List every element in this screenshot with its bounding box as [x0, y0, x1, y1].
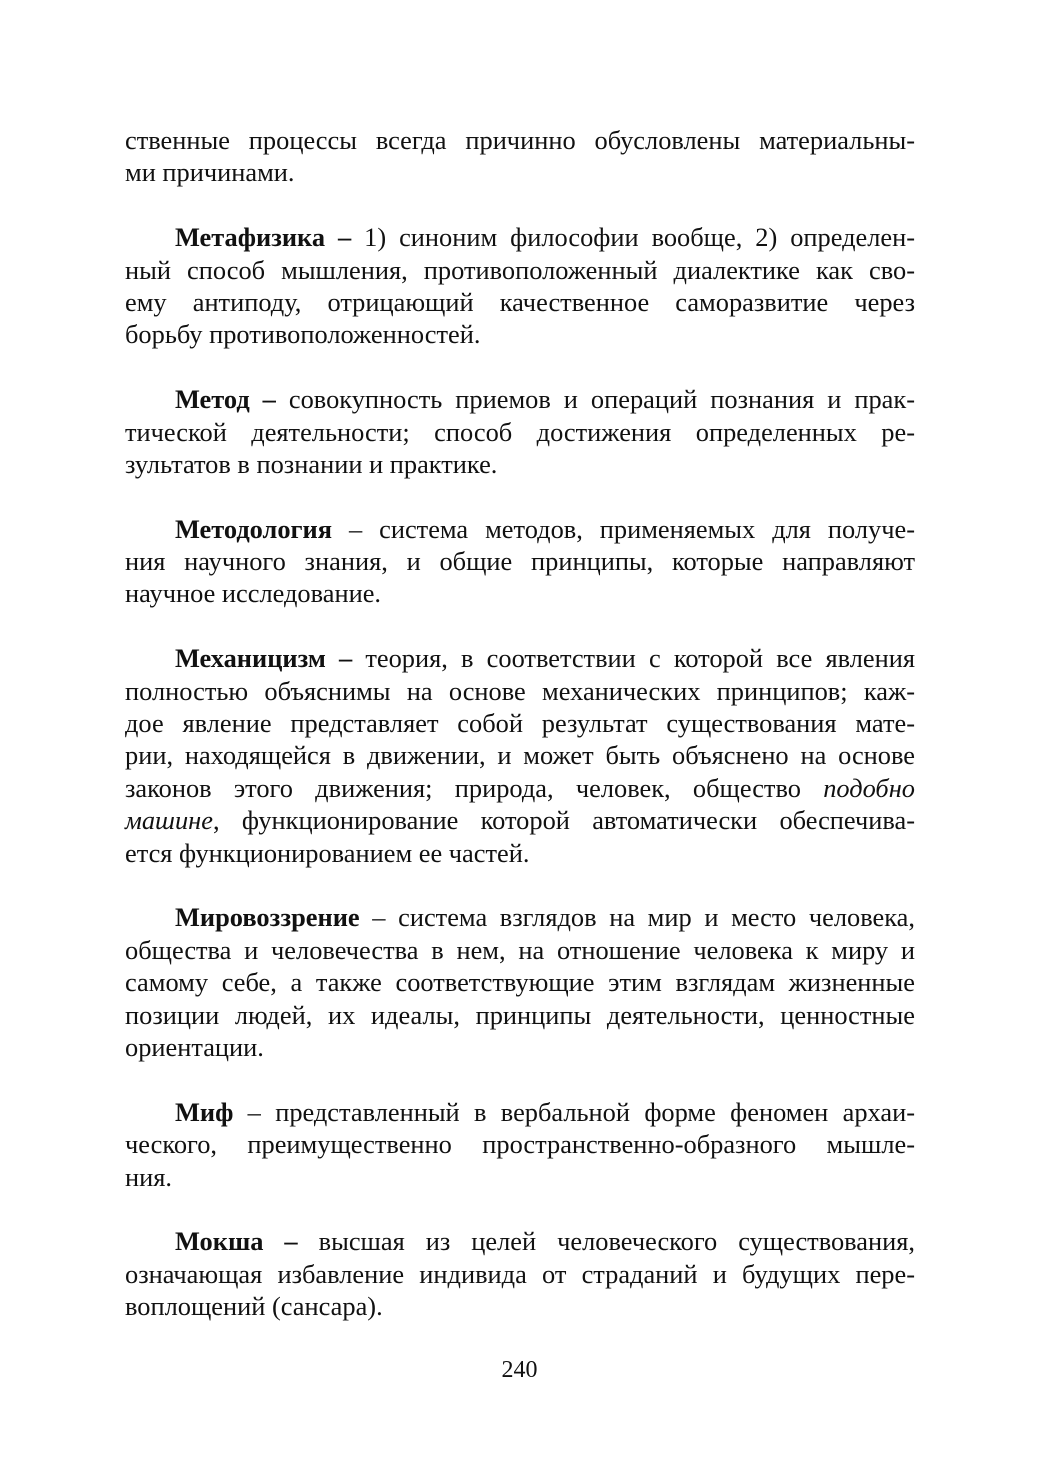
text-line	[125, 513, 915, 545]
text-line: тической деятельности; способ достижения определенных ре-	[125, 416, 915, 447]
entry-metafizika	[125, 221, 915, 351]
text-line: рии, находящейся в движении, и может быть объяснено на основе	[125, 740, 915, 771]
text-line: научное исследование.	[125, 578, 382, 609]
text-line: ориентации.	[125, 1031, 264, 1062]
text-line: ственные процессы всегда причинно обусловлены материальны-	[125, 125, 915, 155]
text-line: ния научного знания, и общие принципы, которые направляют	[125, 546, 915, 577]
entry-text: теория, в соответствии с которой все явления	[352, 643, 915, 674]
text-line: ми причинами.	[125, 157, 295, 188]
text-line	[125, 1225, 915, 1257]
paragraph-intro	[125, 124, 915, 189]
entry-term: Миф	[175, 1096, 234, 1127]
entry-term: Мировоззрение	[175, 902, 360, 933]
text-line: общества и человечества в нем, на отношение человека к миру и	[125, 934, 915, 965]
text-line: воплощений (сансара).	[125, 1291, 383, 1322]
entry-text: – представленный в вербальной форме феномен архаи-	[233, 1096, 915, 1127]
text-line: полностью объяснимы на основе механических принципов; каж-	[125, 675, 915, 706]
text-line: ется функционированием ее частей.	[125, 837, 530, 868]
entry-text: – система методов, применяемых для получе-	[332, 513, 915, 544]
entry-metodologiya	[125, 513, 915, 610]
text-line	[125, 1096, 915, 1128]
entry-text: совокупность приемов и операций познания и прак-	[275, 384, 915, 415]
text-line: ный способ мышления, противоположенный диалектике как сво-	[125, 254, 915, 285]
text-line: позиции людей, их идеалы, принципы деятельности, ценностные	[125, 999, 915, 1030]
text-line: дое явление представляет собой результат существования мате-	[125, 708, 915, 739]
text-line: ния.	[125, 1161, 172, 1192]
entry-term: Метод –	[175, 384, 276, 415]
page-number: 240	[501, 1357, 538, 1383]
entry-term: Мокша –	[175, 1226, 298, 1257]
entry-term: Механицизм –	[175, 643, 353, 674]
text-line	[125, 804, 915, 836]
entry-term: Методология	[175, 513, 332, 544]
entry-text: – система взглядов на мир и место человека,	[359, 902, 915, 933]
entry-mirovozzrenie	[125, 901, 915, 1063]
entry-moksha	[125, 1225, 915, 1322]
entry-text: 1) синоним философии вообще, 2) определен-	[351, 222, 916, 253]
text-line: ческого, преимущественно пространственно-образного мышле-	[125, 1129, 915, 1160]
text-line: означающая избавление индивида от страданий и будущих пере-	[125, 1258, 915, 1289]
text-line	[125, 221, 915, 253]
entry-metod	[125, 383, 915, 480]
entry-text: высшая из целей человеческого существования,	[297, 1226, 915, 1257]
text-line	[125, 383, 915, 415]
text-line: ему антиподу, отрицающий качественное саморазвитие через	[125, 286, 915, 317]
text-line: зультатов в познании и практике.	[125, 448, 498, 479]
entry-term: Метафизика –	[175, 222, 352, 253]
page-body	[125, 124, 915, 1322]
italic-text: машине	[125, 805, 213, 836]
entry-mif	[125, 1096, 915, 1193]
entry-text: законов этого движения; природа, человек, общество	[125, 772, 824, 803]
text-line: самому себе, а также соответствующие этим взглядам жизненные	[125, 967, 915, 998]
text-line: борьбу противоположенностей.	[125, 319, 481, 350]
text-line	[125, 642, 915, 674]
text-line	[125, 772, 915, 804]
entry-text: , функционирование которой автоматически обеспечива-	[212, 805, 915, 836]
text-line	[125, 901, 915, 933]
entry-mekhanitsizm	[125, 642, 915, 869]
italic-text: подобно	[823, 772, 915, 803]
